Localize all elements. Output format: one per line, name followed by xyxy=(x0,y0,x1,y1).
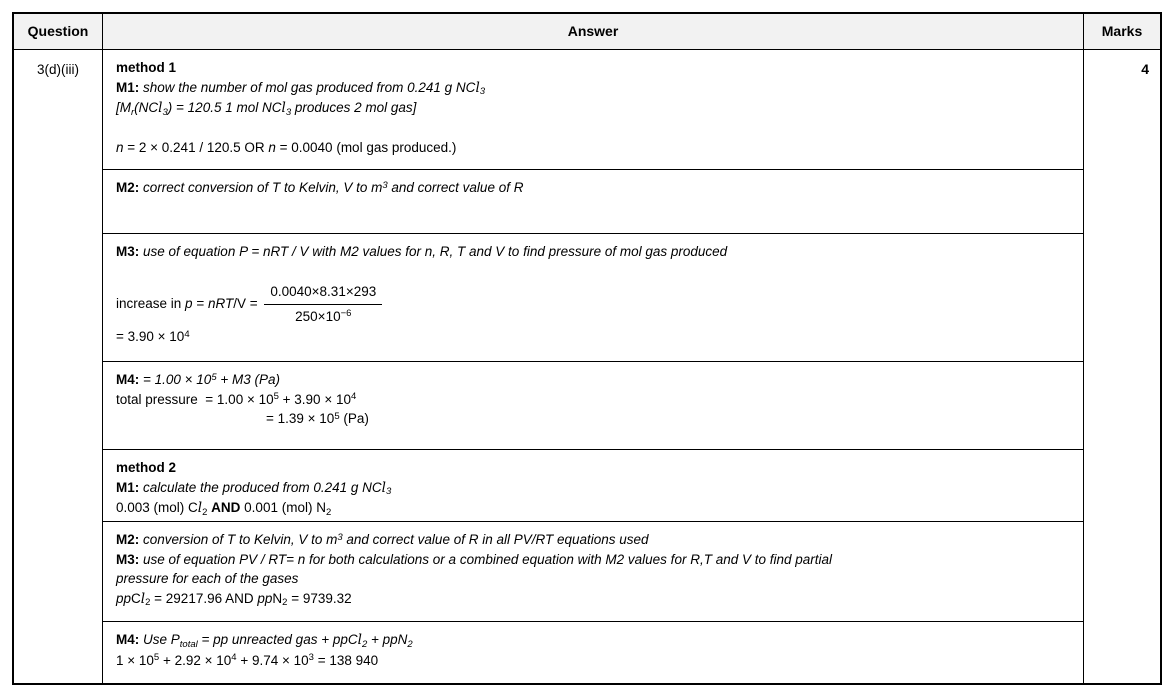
text-segment: [M xyxy=(116,100,131,115)
text-segment: M2: xyxy=(116,180,140,195)
text-segment: Use P xyxy=(139,632,180,647)
text-segment: l xyxy=(158,100,163,116)
text-segment: method 2 xyxy=(116,460,177,475)
answer-line xyxy=(116,478,1069,499)
text-segment: −6 xyxy=(340,308,352,319)
text-segment: l xyxy=(140,590,146,607)
answer-block xyxy=(103,234,1083,362)
fraction-denominator xyxy=(264,305,382,327)
text-segment: + 3.90 × 10 xyxy=(278,391,351,407)
text-segment: and correct value of R xyxy=(387,180,524,195)
text-segment: pressure for each of the gases xyxy=(116,571,299,586)
text-segment: 5 xyxy=(273,391,279,402)
text-segment: 4 xyxy=(231,652,237,663)
text-segment: conversion of T to Kelvin, V to m xyxy=(139,532,338,547)
text-segment: ) = 120.5 1 mol NC xyxy=(167,100,282,115)
text-segment: total xyxy=(179,638,198,650)
answer-block xyxy=(103,362,1083,450)
text-segment: = 138 940 xyxy=(313,652,379,668)
text-segment: 3 xyxy=(382,179,388,191)
text-segment: 4 xyxy=(184,328,190,340)
text-segment: 3 xyxy=(479,86,486,97)
text-segment: correct conversion of T to Kelvin, V to m xyxy=(139,180,383,195)
text-segment: + 2.92 × 10 xyxy=(159,652,232,668)
answer-block xyxy=(103,170,1083,234)
answer-line xyxy=(116,58,1069,78)
text-segment: 250×10 xyxy=(295,308,341,324)
answer-line xyxy=(116,530,1069,550)
answer-line xyxy=(116,78,1069,99)
text-segment: 2 xyxy=(282,597,288,608)
text-segment: use of equation PV / RT= n for both calculations or a combined equation with M2 values for R,T and V to find partial xyxy=(139,551,833,567)
text-segment: = 29217.96 AND xyxy=(150,590,258,606)
answer-line xyxy=(116,98,1069,119)
answer-line xyxy=(116,327,1069,347)
equation-line xyxy=(116,282,1069,326)
answer-line xyxy=(116,390,1069,410)
text-segment: and correct value of R in all PV/RT equations used xyxy=(342,532,649,547)
text-segment: = 9739.32 xyxy=(287,590,352,606)
answer-line xyxy=(116,498,1069,519)
text-segment: show the number of mol gas produced from 0.241 g NC xyxy=(139,79,476,95)
text-segment: 5 xyxy=(334,410,340,422)
text-segment: + M3 (Pa) xyxy=(216,372,281,387)
text-segment: total pressure = 1.00 × 10 xyxy=(116,391,274,407)
text-segment: = 3.90 × 10 xyxy=(116,329,185,344)
text-segment: 2 xyxy=(145,597,151,608)
text-segment: M2: xyxy=(116,532,140,547)
text-segment: AND xyxy=(211,500,241,515)
text-segment: C xyxy=(131,590,141,606)
text-segment: 0.003 (mol) C xyxy=(116,500,198,515)
text-segment: l xyxy=(357,632,362,648)
text-segment: M4: xyxy=(116,372,140,387)
marks-cell xyxy=(1084,50,1160,683)
header-answer-label: Answer xyxy=(567,22,619,39)
table-header-row xyxy=(14,14,1160,50)
answer-block xyxy=(103,622,1083,683)
text-segment: produces 2 mol gas] xyxy=(291,100,417,115)
text-segment: = 1.39 × 10 xyxy=(266,411,335,426)
text-segment: pp xyxy=(116,590,132,606)
table-body-row xyxy=(14,50,1160,683)
header-cell-answer xyxy=(103,14,1084,49)
text-segment: p xyxy=(185,296,193,312)
text-segment: = pp unreacted gas + ppC xyxy=(197,632,358,647)
text-segment: 4 xyxy=(350,391,357,402)
text-segment: = xyxy=(192,296,208,312)
text-segment: 0.0040×8.31×293 xyxy=(270,284,377,299)
text-segment: 2 xyxy=(361,638,368,650)
text-segment: N xyxy=(272,590,283,606)
text-segment: 3 xyxy=(308,652,314,663)
answer-line xyxy=(116,370,1069,390)
question-id: 3(d)(iii) xyxy=(37,62,79,77)
answer-line xyxy=(116,138,1069,158)
header-question-label: Question xyxy=(27,22,89,39)
text-segment: M1: xyxy=(116,79,140,95)
header-cell-question xyxy=(14,14,103,49)
answer-line xyxy=(116,651,1069,671)
text-segment: M4: xyxy=(116,632,140,647)
text-segment: 2 xyxy=(325,506,332,518)
fraction-numerator xyxy=(264,282,382,305)
answer-line xyxy=(116,178,1069,198)
text-segment: l xyxy=(197,500,203,516)
answer-cell xyxy=(103,50,1084,683)
text-segment: = 1.00 × 10 xyxy=(139,372,212,387)
answer-line xyxy=(116,569,1069,589)
text-segment: + 9.74 × 10 xyxy=(236,652,309,668)
text-segment: calculate the produced from 0.241 g NC xyxy=(139,479,382,495)
answer-line xyxy=(116,589,1069,610)
answer-block xyxy=(103,522,1083,622)
marks-value: 4 xyxy=(1141,61,1149,77)
text-segment: l xyxy=(475,79,480,96)
text-segment: 2 xyxy=(202,506,208,518)
header-marks-label: Marks xyxy=(1101,22,1143,39)
text-segment: = 2 × 0.241 / 120.5 OR xyxy=(123,140,269,155)
text-segment: 3 xyxy=(385,486,392,497)
text-segment: 0.001 (mol) N xyxy=(240,500,326,515)
answer-line xyxy=(116,550,1069,570)
text-segment: n xyxy=(116,140,124,155)
text-segment: /V = xyxy=(233,296,262,312)
answer-line xyxy=(116,242,1069,262)
text-segment: M3: xyxy=(116,551,140,567)
text-segment: increase in xyxy=(116,296,186,312)
text-segment: n xyxy=(268,140,276,155)
answer-line xyxy=(116,119,1069,139)
text-segment: 2 xyxy=(407,638,413,650)
text-segment: M3: xyxy=(116,244,140,259)
text-segment: 1 × 10 xyxy=(116,652,154,668)
text-segment: 3 xyxy=(162,106,168,118)
text-segment: (Pa) xyxy=(339,411,369,426)
text-segment: method 1 xyxy=(116,60,177,75)
text-segment: = 0.0040 (mol gas produced.) xyxy=(275,140,457,155)
fraction xyxy=(264,282,382,326)
text-segment: (NC xyxy=(134,100,159,115)
answer-block xyxy=(103,50,1083,170)
text-segment: 5 xyxy=(153,652,160,663)
text-segment: M1: xyxy=(116,479,140,495)
answer-line xyxy=(116,630,1069,651)
text-segment: nRT xyxy=(207,296,234,312)
answer-line xyxy=(116,262,1069,282)
text-segment: 3 xyxy=(285,106,292,118)
mark-scheme-table xyxy=(12,12,1162,685)
text-segment: l xyxy=(381,479,386,496)
text-segment: 3 xyxy=(337,531,343,543)
answer-line xyxy=(116,409,1069,429)
question-cell xyxy=(14,50,103,683)
text-segment: pp xyxy=(257,590,273,606)
header-cell-marks xyxy=(1084,14,1160,49)
text-segment: r xyxy=(131,106,135,118)
answer-block xyxy=(103,450,1083,522)
text-segment: use of equation P = nRT / V with M2 values for n, R, T and V to find pressure of mol gas produced xyxy=(139,244,728,259)
answer-line xyxy=(116,458,1069,478)
text-segment: 5 xyxy=(211,371,217,383)
text-segment: + ppN xyxy=(367,632,408,647)
text-segment: l xyxy=(281,100,286,116)
